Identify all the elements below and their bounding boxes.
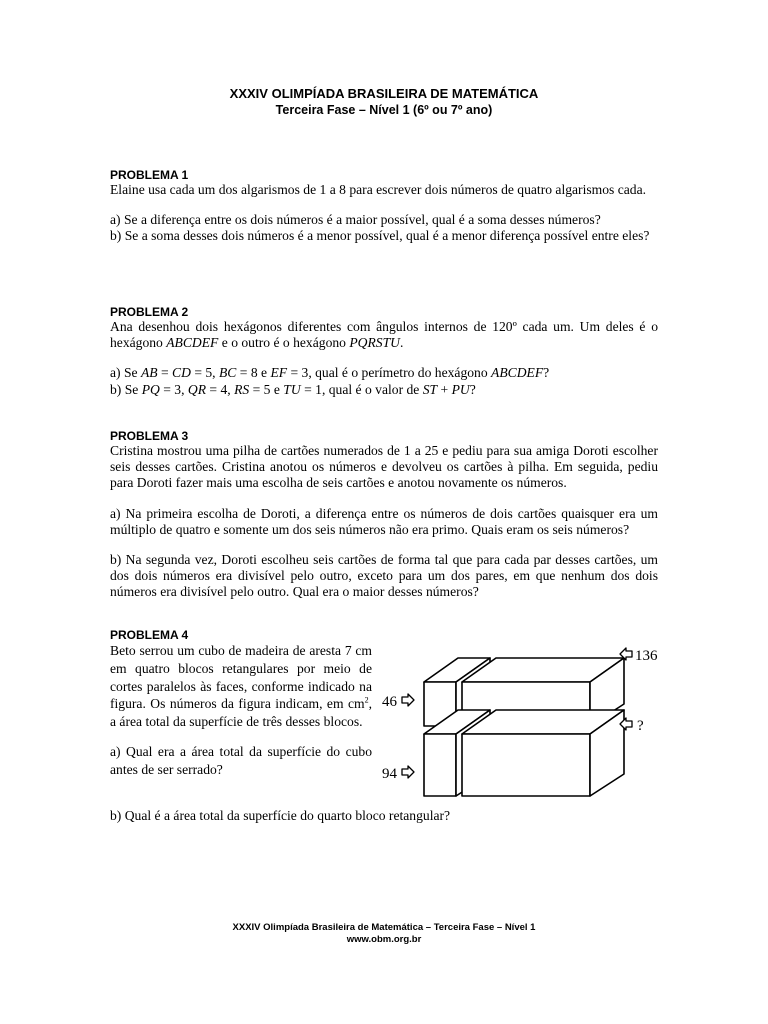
problem-2-b: b) Se PQ = 3, QR = 4, RS = 5 e TU = 1, qual é o valor de ST + PU?	[110, 381, 476, 397]
problem-2-a: a) Se AB = CD = 5, BC = 8 e EF = 3, qual é o perímetro do hexágono ABCDEF?	[110, 365, 550, 381]
problem-3-intro: Cristina mostrou uma pilha de cartões numerados de 1 a 25 e pediu para sua amiga Doroti escolher seis desses cartões. Cristina anotou os números e devolveu os cartões à pilha. Em seguida, pediu para Doroti fazer mais uma escolha de seis cartões e anotou novamente os números.	[110, 443, 658, 491]
page-header	[0, 86, 768, 118]
label-94: 94	[382, 766, 397, 782]
problem-2-title: PROBLEMA 2	[110, 305, 189, 319]
problem-4-intro: Beto serrou um cubo de madeira de aresta 7 cm em quatro blocos retangulares por meio de cortes paralelos às faces, conforme indicado na figura. Os números da figura indicam, em $cm^2$, a área total da superfície de três desses blocos.	[110, 643, 372, 730]
problem-3-title: PROBLEMA 3	[110, 429, 189, 443]
problem-2	[110, 306, 658, 398]
block-bottom-right-front	[462, 734, 590, 796]
problem-4-b: b) Qual é a área total da superfície do quarto bloco retangular?	[110, 808, 451, 823]
page-title: XXXIV OLIMPÍADA BRASILEIRA DE MATEMÁTICA	[229, 86, 539, 101]
label-question: ?	[637, 718, 644, 734]
problem-1-title: PROBLEMA 1	[110, 168, 189, 182]
page-subtitle: Terceira Fase – Nível 1 (6º ou 7º ano)	[275, 103, 493, 117]
cube-blocks-figure	[376, 630, 666, 805]
page-footer	[0, 922, 768, 946]
arrow-top-left-icon	[402, 694, 414, 706]
problem-1-a: a) Se a diferença entre os dois números é a maior possível, qual é a soma desses números?	[110, 212, 601, 228]
label-136: 136	[635, 648, 658, 664]
problem-1-intro: Elaine usa cada um dos algarismos de 1 a 8 para escrever dois números de quatro algarismos cada.	[110, 182, 647, 197]
label-46: 46	[382, 694, 397, 710]
problem-4-a: a) Qual era a área total da superfície do cubo antes de ser serrado?	[110, 743, 372, 777]
block-bottom-left-front	[424, 734, 456, 796]
arrow-bottom-left-icon	[402, 766, 414, 778]
problem-3-b: b) Na segunda vez, Doroti escolheu seis cartões de forma tal que para cada par desses cartões, um dos dois números era divisível pelo outro, exceto para um dos pares, em que nenhum dos dois números era divisível pelo outro. Qual era o maior desses números?	[110, 552, 658, 600]
problem-1	[110, 169, 658, 245]
problem-3-a: a) Na primeira escolha de Doroti, a diferença entre os números de dois cartões quaisquer era um múltiplo de quatro e somente um dos seis números não era primo. Quais eram os seis números?	[110, 505, 658, 537]
problem-1-b: b) Se a soma desses dois números é a menor possível, qual é a menor diferença possível entre eles?	[110, 228, 650, 244]
problem-2-intro: Ana desenhou dois hexágonos diferentes com ângulos internos de 120º cada um. Um deles é o hexágono ABCDEF e o outro é o hexágono PQRSTU.	[110, 319, 658, 351]
problem-3	[110, 430, 658, 601]
problem-4-title: PROBLEMA 4	[110, 628, 189, 642]
footer-url: www.obm.org.br	[346, 934, 422, 945]
footer-title: XXXIV Olimpíada Brasileira de Matemática – Terceira Fase – Nível 1	[232, 922, 536, 933]
